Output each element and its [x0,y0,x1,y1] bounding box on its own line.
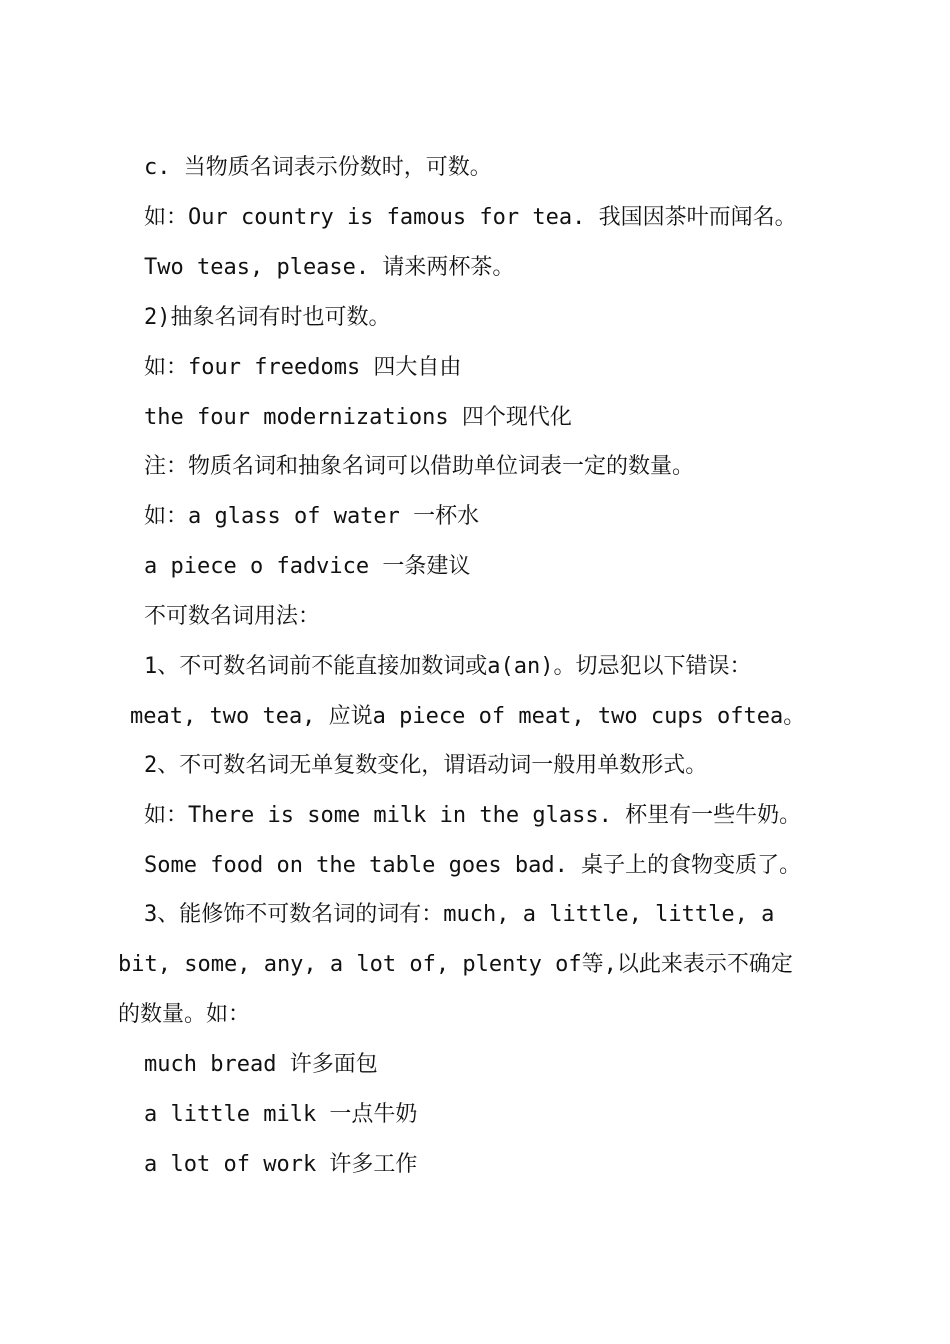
text-line: the four modernizations 四个现代化 [144,405,572,430]
text-line: 不可数名词用法： [144,604,321,629]
text-line: 如：There is some milk in the glass. 杯里有一些牛奶。 [144,803,802,828]
text-line: c. 当物质名词表示份数时，可数。 [144,155,492,180]
text-line: 如：four freedoms 四大自由 [144,355,462,380]
text-line: a lot of work 许多工作 [144,1152,418,1177]
text-line: a little milk 一点牛奶 [144,1102,418,1127]
text-line: 2、不可数名词无单复数变化，谓语动词一般用单数形式。 [144,753,708,778]
text-line: 如：Our country is famous for tea. 我国因茶叶而闻名。 [144,205,797,230]
text-line: 2)抽象名词有时也可数。 [144,305,391,330]
text-line: Some food on the table goes bad. 桌子上的食物变质了。 [144,853,802,878]
text-line: a piece o fadvice 一条建议 [144,554,471,579]
text-line: 如：a glass of water 一杯水 [144,504,480,529]
text-line: bit, some, any, a lot of, plenty of等,以此来表示不确定 [118,952,793,977]
text-line: 的数量。如： [118,1002,251,1027]
text-line: much bread 许多面包 [144,1052,378,1077]
text-line: 1、不可数名词前不能直接加数词或a(an)。切忌犯以下错误： [144,654,752,679]
text-line: 3、能修饰不可数名词的词有：much, a little, little, a [144,902,775,927]
text-line: meat, two tea, 应说a piece of meat, two cups oftea。 [130,704,806,729]
text-line: 注：物质名词和抽象名词可以借助单位词表一定的数量。 [144,454,695,479]
text-line: Two teas, please. 请来两杯茶。 [144,255,515,280]
